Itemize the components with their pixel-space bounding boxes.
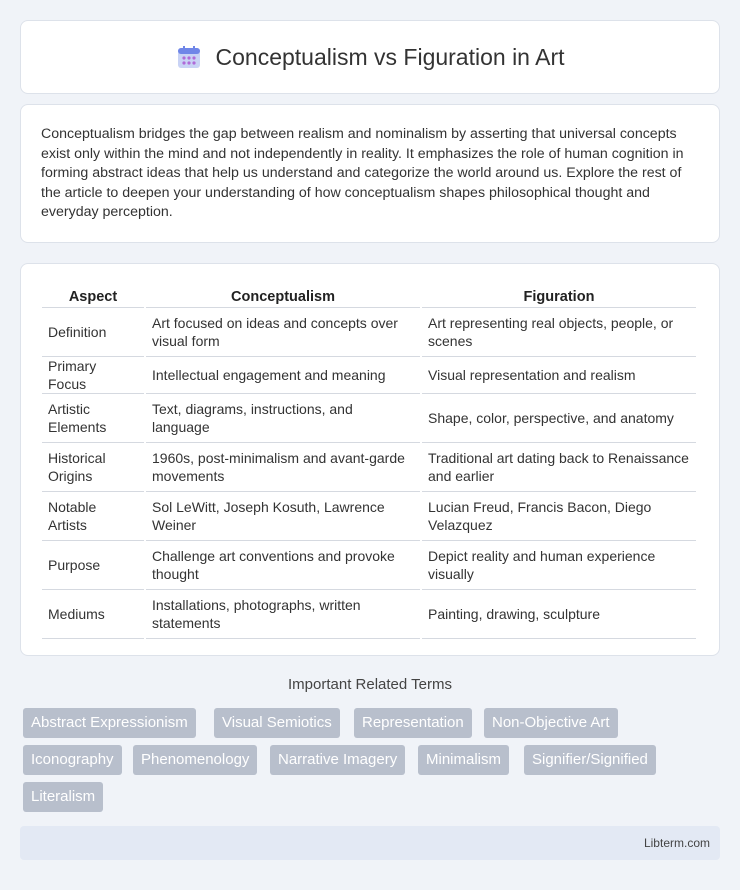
table-cell: 1960s, post-minimalism and avant-garde movements [146, 443, 420, 492]
tag-non-objective-art[interactable]: Non-Objective Art [484, 708, 618, 738]
tag-visual-semiotics[interactable]: Visual Semiotics [214, 708, 340, 738]
tag-narrative-imagery[interactable]: Narrative Imagery [270, 745, 405, 775]
table-cell: Notable Artists [42, 492, 144, 541]
table-row [42, 541, 696, 590]
table-cell: Art representing real objects, people, or scenes [422, 308, 696, 357]
table-cell: Artistic Elements [42, 394, 144, 443]
table-cell: Sol LeWitt, Joseph Kosuth, Lawrence Weiner [146, 492, 420, 541]
calendar-icon [176, 44, 202, 70]
comparison-table-card [20, 263, 720, 656]
table-row [42, 357, 696, 394]
tag-signifier-signified[interactable]: Signifier/Signified [524, 745, 656, 775]
table-cell: Intellectual engagement and meaning [146, 357, 420, 394]
table-cell: Shape, color, perspective, and anatomy [422, 394, 696, 443]
table-cell: Lucian Freud, Francis Bacon, Diego Velazquez [422, 492, 696, 541]
intro-text: Conceptualism bridges the gap between realism and nominalism by asserting that universal concepts exist only within the mind and not independently in reality. It emphasizes the role of human cognition in forming abstract ideas that help us understand and categorize the world around us. Explore the rest of the article to deepen your understanding of how conceptualism shapes philosophical thought and everyday perception. [41, 126, 684, 221]
table-cell: Purpose [42, 541, 144, 590]
table-cell: Visual representation and realism [422, 357, 696, 394]
comparison-table [40, 278, 698, 639]
table-cell: Challenge art conventions and provoke thought [146, 541, 420, 590]
header-figuration: Figuration [422, 278, 696, 308]
related-terms-title: Important Related Terms [288, 676, 452, 693]
table-cell: Historical Origins [42, 443, 144, 492]
page-title: Conceptualism vs Figuration in Art [215, 43, 565, 70]
table-header-row [42, 278, 696, 308]
table-row [42, 590, 696, 639]
tag-literalism[interactable]: Literalism [23, 782, 103, 812]
table-row [42, 308, 696, 357]
footer-site-link[interactable]: Libterm.com [643, 836, 710, 850]
table-cell: Text, diagrams, instructions, and language [146, 394, 420, 443]
intro-card [20, 104, 720, 243]
table-cell: Mediums [42, 590, 144, 639]
tag-phenomenology[interactable]: Phenomenology [133, 745, 257, 775]
table-cell: Depict reality and human experience visually [422, 541, 696, 590]
tag-iconography[interactable]: Iconography [23, 745, 122, 775]
tag-minimalism[interactable]: Minimalism [418, 745, 509, 775]
table-row [42, 394, 696, 443]
header-conceptualism: Conceptualism [146, 278, 420, 308]
table-cell: Traditional art dating back to Renaissance and earlier [422, 443, 696, 492]
table-cell: Primary Focus [42, 357, 144, 394]
table-cell: Definition [42, 308, 144, 357]
header-aspect: Aspect [42, 278, 144, 308]
tag-abstract-expressionism[interactable]: Abstract Expressionism [23, 708, 196, 738]
table-cell: Installations, photographs, written statements [146, 590, 420, 639]
table-cell: Painting, drawing, sculpture [422, 590, 696, 639]
table-row [42, 492, 696, 541]
tag-representation[interactable]: Representation [354, 708, 472, 738]
table-row [42, 443, 696, 492]
footer [20, 826, 720, 860]
table-cell: Art focused on ideas and concepts over visual form [146, 308, 420, 357]
title-card [20, 20, 720, 94]
